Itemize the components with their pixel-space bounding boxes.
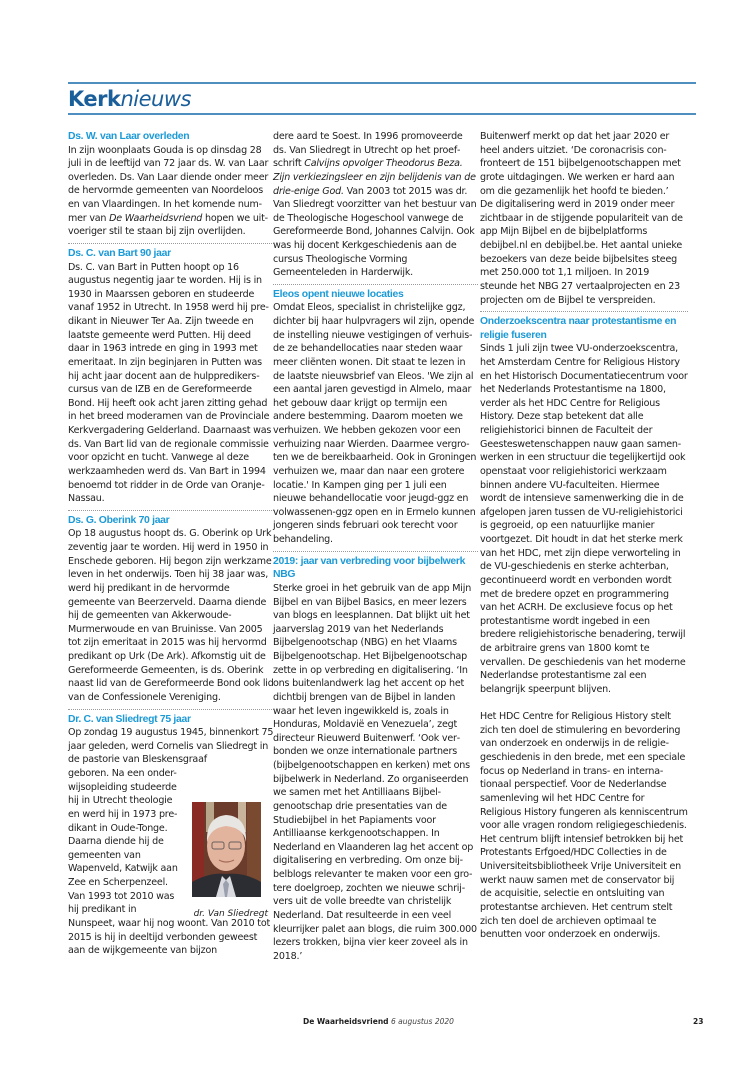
article-body: Sinds 1 juli zijn twee VU-onderzoekscentra, het Amsterdam Centre for Religious History en het Historisch Documentatiecentrum voor het Nederlands Protestantisme na 1800, verder als het HDC Centre for Religious History. Deze stap betekent dat alle religiehistorici binnen de Faculteit der Geesteswetenschappen nauw gaan samenwerken in een structuur die tegelijkertijd ook openstaat voor religiehistorici werkzaam binnen andere VU-faculteiten. Hiermee wordt de intensieve samenwerking die in de afgelopen jaren tussen de VU-religiehistorici is gegroeid, op een natuurlijke manier voortgezet. Dit houdt in dat het sterke merk van het HDC, met zijn diepe verworteling in de VU-geschiedenis en sterke achterban, gecontinueerd wordt en verbonden wordt met de bredere opzet en programmering van het ACRH. De exclusieve focus op het protestantisme wordt ingebed in een bredere religiehistorische benadering, terwijl de arbitraire grens van 1800 komt te vervallen. De geschiedenis van het moderne Nederlandse protestantisme zal een belangrijk speerpunt blijven.	[480, 343, 688, 695]
paragraph-gap	[480, 697, 688, 711]
article-body: Omdat Eleos, specialist in christelijke ggz, dichter bij haar hulpvragers wil zijn, opende de instelling nieuwe vestigingen of verhuisde ze behandellocaties naar steden waar meer cliënten wonen. Dit staat te lezen in de laatste nieuwsbrief van Eleos. 'We zijn al een aantal jaren gevestigd in Almelo, maar het gebouw daar krijgt op termijn een andere bestemming. Daarom moeten we verhuizen. We hebben gekozen voor een verhuizing naar Wierden. Daarmee vergroten we de bereikbaarheid. Ook in Groningen verhuizen we, maar dan naar een grotere locatie.' In Kampen ging per 1 juli een nieuwe behandellocatie voor jeugd-ggz en volwassenen-ggz open en in Ermelo kunnen jongeren sinds februari ook terecht voor behandeling.	[273, 302, 477, 546]
body-text: hopen we uitvoeriger stil te staan bij zijn overlijden.	[68, 212, 269, 238]
article-heading: Eleos opent nieuwe locaties	[273, 288, 404, 300]
header-rule-bottom	[68, 113, 696, 115]
publication-name: De Waarheidsvriend	[109, 212, 203, 224]
article-continuation	[273, 130, 478, 280]
article-eleos	[273, 288, 478, 547]
body-text: In zijn woonplaats Gouda is op dinsdag 28 juli in de leeftijd van 72 jaar ds. W. van Laar overleden. Ds. Van Laar diende onder meer de hervormde gemeenten van Noordeloos en van Vlaardingen. In het komende nummer van	[68, 144, 269, 224]
article-body: Het HDC Centre for Religious History stelt zich ten doel de stimulering en bevordering van onderzoek en onderwijs in de religiegeschiedenis in den brede, met een speciale focus op Nederland in trans- en internationaal perspectief. Voor de Nederlandse samenleving wil het HDC Centre for Religious History fungeren als kenniscentrum voor alle vragen rondom religiegeschiedenis. Het centrum blijft intensief betrokken bij het Protestants Erfgoed/HDC Collecties in de Universiteitsbibliotheek Vrije Universiteit en werkt nauw samen met de conservator bij de acquisitie, selectie en ontsluiting van protestantse archieven. Het centrum stelt zich ten doel de archieven optimaal te benutten voor onderzoek en onderwijs.	[480, 711, 688, 941]
body-line: geboren. Na een onder-	[68, 768, 177, 779]
body-line: Wapenveld, Katwijk aan	[68, 863, 178, 875]
article-van-bart	[68, 247, 274, 506]
article-body	[68, 144, 274, 239]
body-line: hij in Utrecht theologie	[68, 795, 173, 807]
article-van-laar	[68, 130, 274, 239]
body-line: Van 1993 tot 2010 was	[68, 890, 175, 902]
article-body: Op 18 augustus hoopt ds. G. Oberink op Urk zeventig jaar te worden. Hij werd in 1950 in Enschede geboren. Hij begon zijn werkzame leven in het onderwijs. Toen hij 38 jaar was, werd hij predikant in de hervormde gemeente van Beerzerveld. Daarna diende hij de gemeenten van Akkerwoude-Murmerwoude en van Bruinisse. Van 2005 tot zijn emeritaat in 2015 was hij hervormd predikant op Urk (De Ark). Afkomstig uit de Gereformeerde Gemeenten, is ds. Oberink naast lid van de Gereformeerde Bond ook lid van de Confessionele Vereniging.	[68, 528, 274, 703]
body-line: Daarna diende hij de	[68, 836, 164, 848]
dotted-separator	[68, 709, 274, 710]
body-text: dere aard te Soest. In 1996 promoveerde ds. Van Sliedregt in Utrecht op het proefschrift	[273, 131, 463, 170]
article-body: Sterke groei in het gebruik van de app Mijn Bijbel en van Bijbel Basics, en meer lezers van blogs en leesplannen. Dat blijkt uit het jaarverslag 2019 van het Nederlands Bijbelgenootschap (NBG) en het Vlaams Bijbelgenootschap. Het Bijbelgenootschap zette in op verbreding en digitalisering. ‘In ons buitenlandwerk lag het accent op het dichtbij brengen van de Bijbel in landen waar het leven ingewikkeld is, zoals in Honduras, Moldavië en Venezuela’, zegt directeur Rieuwerd Buitenwerf. ‘Ook verbonden we onze internationale partners (bijbelgenootschappen en kerken) met ons bijbelwerk in Nederland. Zo organiseerden we samen met het Antilliaans Bijbelgenootschap drie presentaties van de Studiebijbel in het Papiaments voor Antilliaanse kerkgenootschappen. In Nederland en Vlaanderen lag het accent op digitalisering en verbreding. Om onze bijbelblogs relevanter te maken voor een grotere doelgroep, zochten we nieuwe schrijvers uit de volle breedte van christelijk Nederland. Dat resulteerde in een veel kleurrijker palet aan blogs, die ruim 300.000 lezers trokken, bijna vier keer zoveel als in 2018.’	[273, 582, 477, 962]
article-heading: Ds. G. Oberink 70 jaar	[68, 514, 170, 526]
article-body-rest: Nunspeet, waar hij nog woont. Van 2010 tot 2015 is hij in deeltijd verbonden geweest aan de wijkgemeente van bijzon	[68, 917, 271, 957]
article-heading: Onderzoekscentra naar protestantisme en religie fuseren	[480, 316, 677, 341]
dotted-separator	[68, 510, 274, 511]
portrait-photo-van-sliedregt	[192, 802, 261, 897]
article-heading: Dr. C. van Sliedregt 75 jaar	[68, 713, 191, 725]
body-line: wijsopleiding studeerde	[68, 781, 177, 793]
article-nbg	[273, 555, 478, 964]
footer-publication: De Waarheidsvriend	[303, 1017, 389, 1026]
dotted-separator	[68, 243, 274, 244]
body-text: Van 2003 tot 2015 was dr. Van Sliedregt voorzitter van het bestuur van de Theologische Hogeschool vanwege de Gereformeerde Bond, Johannes Calvijn. Ook was hij docent Kerkgeschiedenis aan de cursus Theologische Vorming Gemeenteleden in Harderwijk.	[273, 185, 477, 279]
page-footer	[303, 1017, 454, 1026]
dotted-separator	[273, 551, 478, 552]
article-heading: Ds. W. van Laar overleden	[68, 131, 190, 142]
page-number: 23	[693, 1017, 704, 1026]
section-title-italic: nieuws	[120, 87, 191, 111]
article-heading: 2019: jaar van verbreding voor bijbelwerk NBG	[273, 555, 466, 581]
dotted-separator	[480, 311, 688, 312]
article-body-intro: Op zondag 19 augustus 1945, binnenkort 75 jaar geleden, werd Cornelis van Sliedregt in de pastorie van Bleskensgraaf	[68, 727, 274, 766]
article-continuation: De digitalisering werd in 2019 onder meer zichtbaar in de stijgende populariteit van de app Mijn Bijbel en de bijbelplatforms debijbel.nl en debijbel.be. Het aantal unieke bezoekers van deze beide bijbelsites steeg met 250.000 tot 1,1 miljoen. In 2019 steunde het NBG 27 vertaalprojecten en 23 projecten om de Bijbel te verspreiden.	[480, 199, 683, 306]
header-rule-top	[68, 82, 696, 84]
portrait-image	[192, 802, 261, 897]
photo-caption: dr. Van Sliedregt	[193, 909, 268, 919]
article-onderzoekscentra	[480, 315, 688, 942]
body-line: hij predikant in	[68, 904, 137, 916]
section-title-bold: Kerk	[68, 87, 121, 111]
body-line: gemeenten van	[68, 849, 141, 861]
body-line: en werd hij in 1973 pre-	[68, 808, 178, 820]
footer-date: 6 augustus 2020	[390, 1017, 454, 1026]
column-2	[273, 130, 478, 963]
dotted-separator	[273, 284, 478, 285]
article-oberink	[68, 514, 274, 705]
article-heading: Ds. C. van Bart 90 jaar	[68, 247, 171, 259]
body-line: Zee en Scherpenzeel.	[68, 877, 168, 888]
article-body: Ds. C. van Bart in Putten hoopt op 16 augustus negentig jaar te worden. Hij is in 1930 in Maarssen geboren en studeerde vanaf 1952 in Utrecht. In 1958 werd hij predikant in Nieuwer Ter Aa. Zijn tweede en laatste gemeente werd Putten. Hij deed daar in 1963 intrede en ging in 1993 met emeritaat. In zijn beginjaren in Putten was hij acht jaar docent aan de hulppredikerscursus van de IZB en de Gereformeerde Bond. Hij heeft ook acht jaren zitting gehad in het breed moderamen van de Provinciale Kerkvergadering Gelderland. Daarnaast was ds. Van Bart lid van de regionale commissie voor opzicht en tucht. Vanwege al deze werkzaamheden werd ds. Van Bart in 1994 benoemd tot ridder in de Orde van Oranje-Nassau.	[68, 261, 272, 505]
dissertation-title: Calvijns opvolger Theodorus Beza. Zijn verkiezingsleer en zijn belijdenis van de drie-enige God.	[273, 158, 476, 197]
column-3	[480, 130, 688, 942]
section-title	[68, 86, 191, 112]
article-continuation: Buitenwerf merkt op dat het jaar 2020 er heel anders uitziet. ‘De coronacrisis confronteert de 151 bijbelgenootschappen met grote uitdagingen. We werken er hard aan om die gezamenlijk het hoofd te bieden.’	[480, 131, 681, 197]
body-line: dikant in Oude-Tonge.	[68, 822, 168, 834]
